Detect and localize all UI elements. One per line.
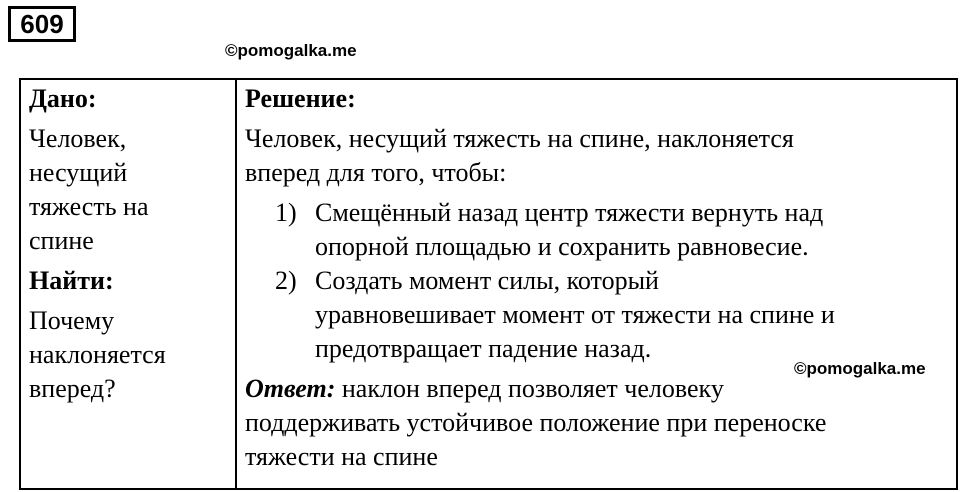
answer-block: [245, 372, 955, 474]
solution-item-1: [245, 196, 955, 264]
solution-table: [19, 78, 958, 490]
find-line: вперед?: [29, 374, 116, 403]
watermark-bottom: ©pomogalka.me: [794, 359, 926, 378]
answer-line: тяжести на спине: [245, 442, 438, 471]
answer-line: поддерживать устойчивое положение при переноске: [245, 408, 827, 437]
watermark-top: ©pomogalka.me: [225, 41, 357, 60]
given-line: спине: [29, 226, 94, 255]
given-line: Человек,: [29, 124, 127, 153]
given-heading: Дано:: [29, 84, 97, 113]
item-number: 1): [275, 198, 297, 227]
item-line: уравновешивает момент от тяжести на спине и: [315, 300, 835, 329]
given-column: [29, 82, 229, 406]
item-line: Смещённый назад центр тяжести вернуть над: [315, 198, 824, 227]
answer-line: наклон вперед позволяет человеку: [335, 374, 724, 403]
given-line: тяжесть на: [29, 192, 149, 221]
item-line: предотвращает падение назад.: [315, 334, 652, 363]
solution-intro-line: Человек, несущий тяжесть на спине, наклоняется: [245, 124, 794, 153]
solution-intro-line: вперед для того, чтобы:: [245, 158, 507, 187]
solution-heading: Решение:: [245, 84, 356, 113]
item-line: Создать момент силы, который: [315, 266, 659, 295]
find-line: наклоняется: [29, 340, 166, 369]
answer-label: Ответ:: [245, 374, 336, 403]
find-line: Почему: [29, 306, 115, 335]
problem-number: 609: [8, 6, 76, 42]
solution-column: [245, 82, 955, 474]
given-line: несущий: [29, 158, 128, 187]
solution-item-2: [245, 264, 955, 366]
item-line: опорной площадью и сохранить равновесие.: [315, 232, 809, 261]
column-divider: [235, 80, 237, 488]
find-heading: Найти:: [29, 266, 114, 295]
item-number: 2): [275, 266, 297, 295]
